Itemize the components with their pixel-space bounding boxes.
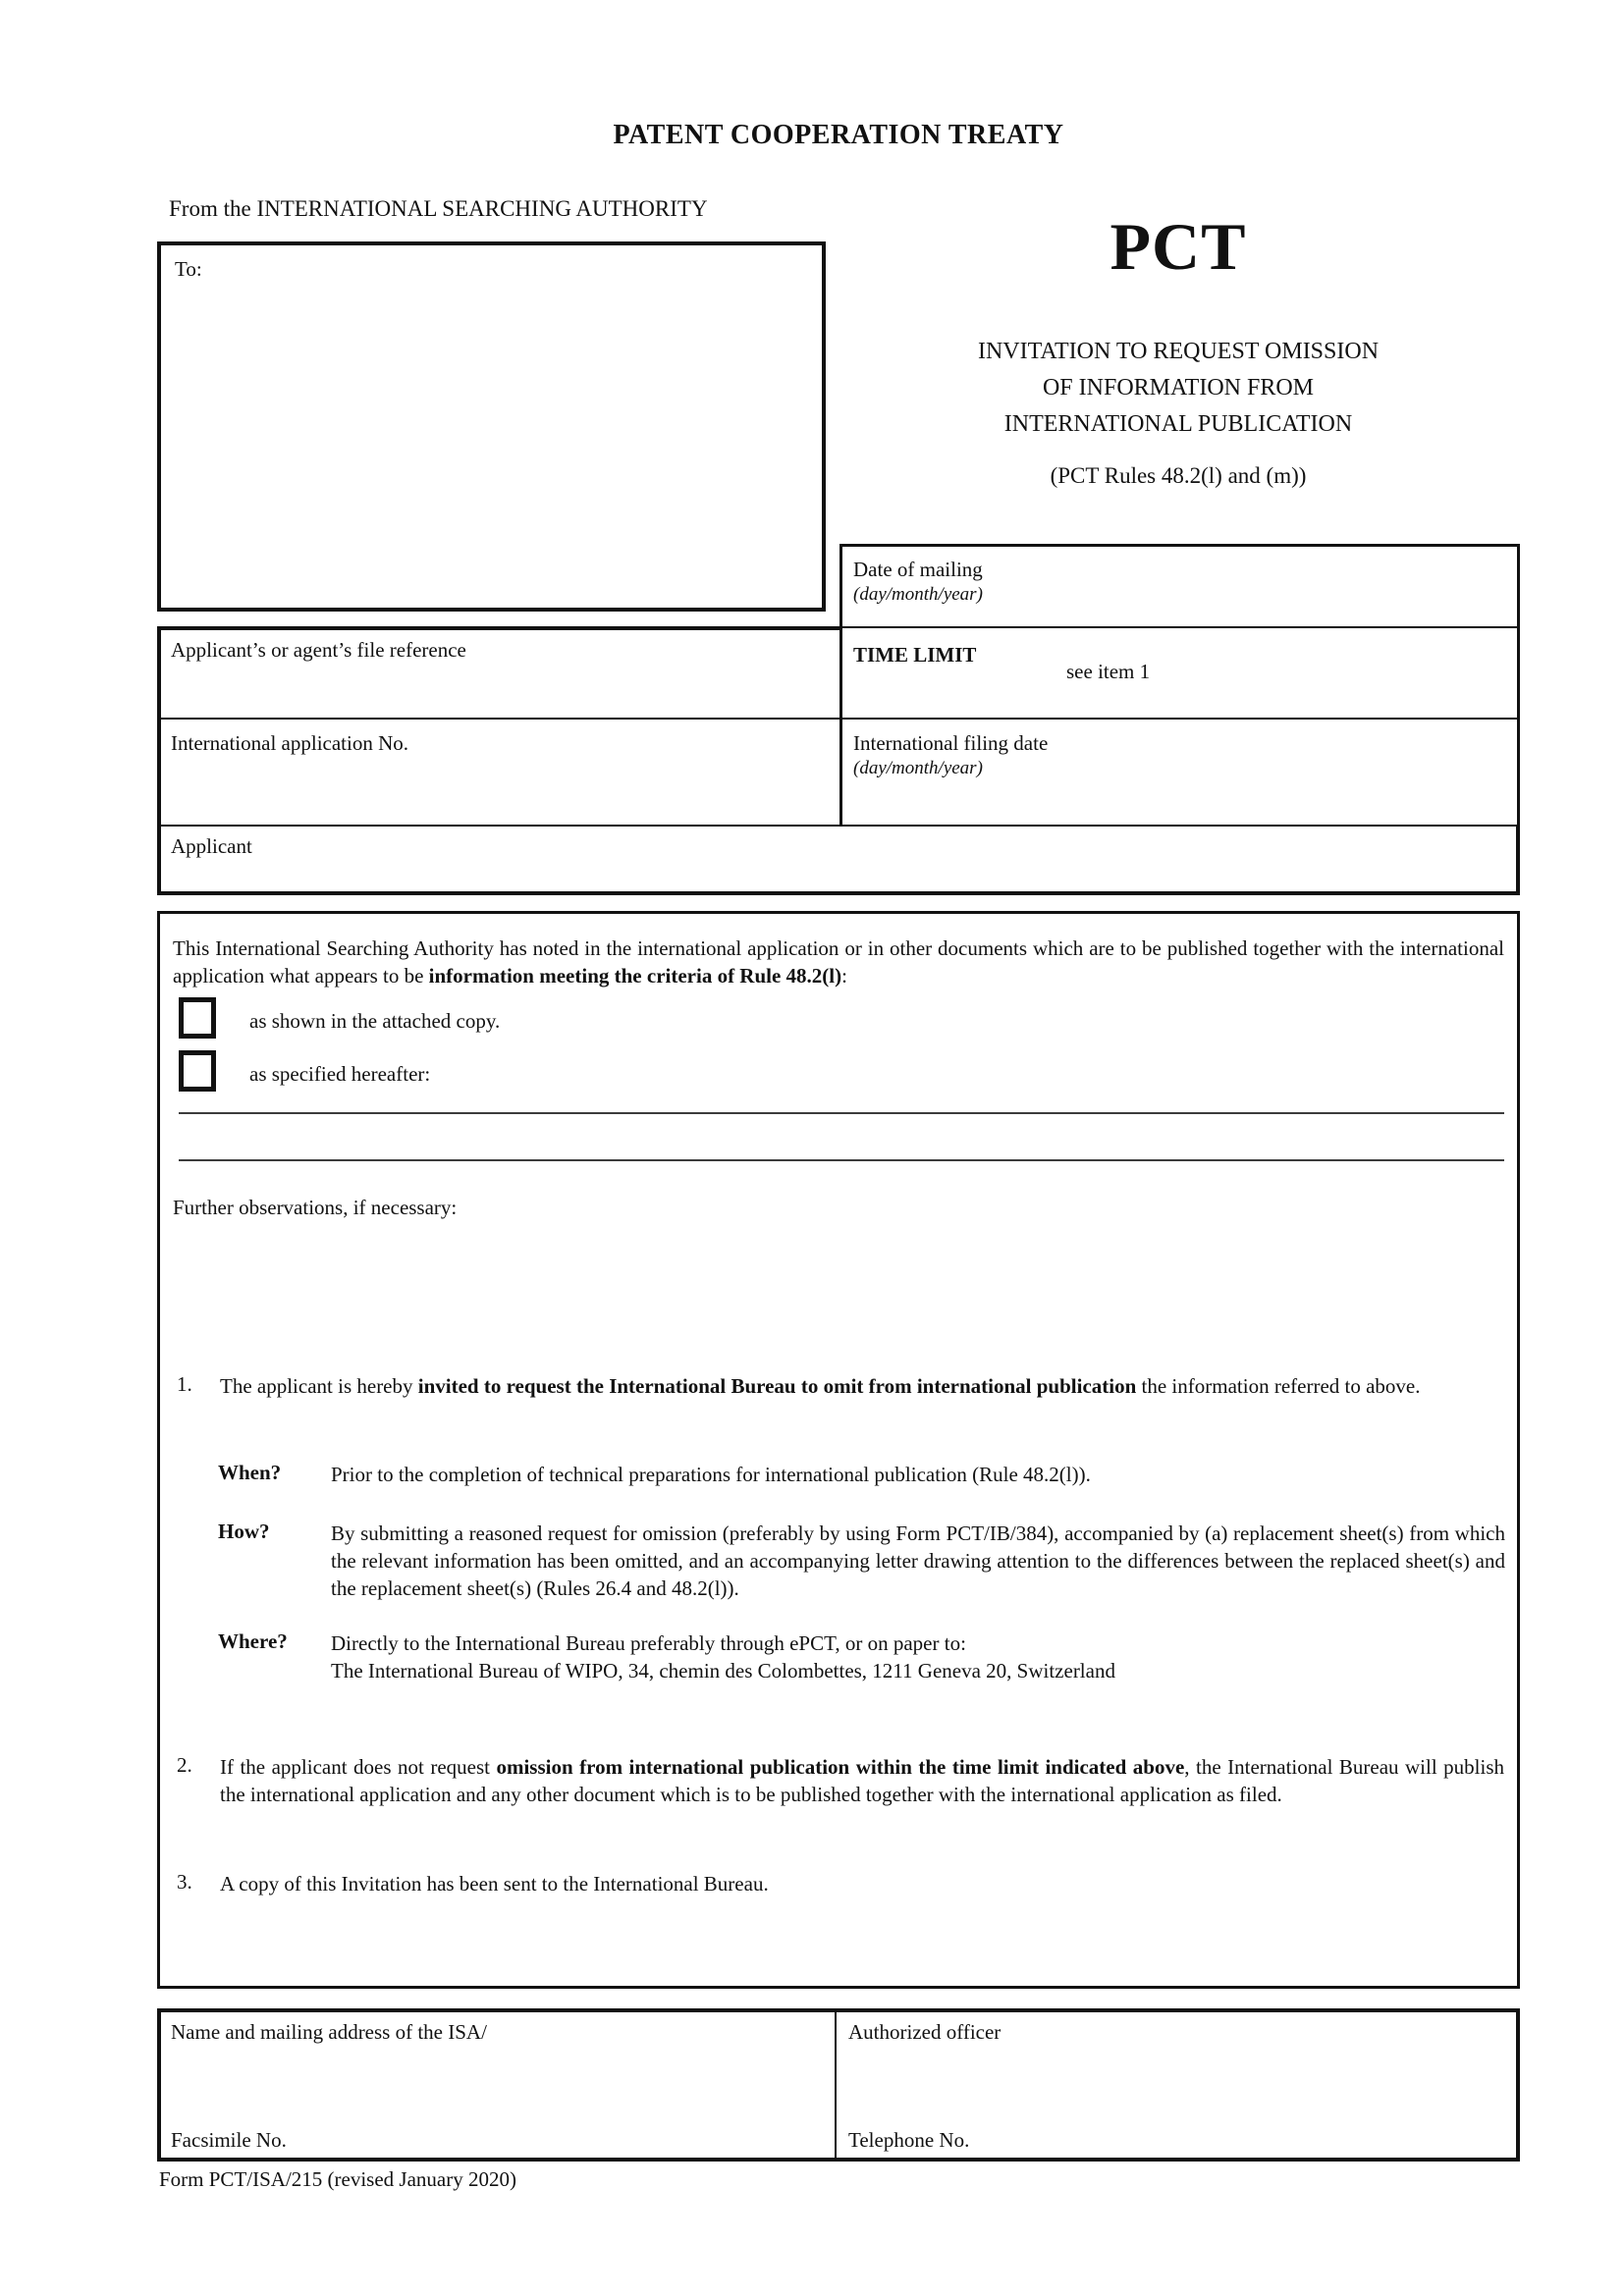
checkbox-attached-copy-label: as shown in the attached copy. [249,1009,501,1033]
item2-text-post: , the International Bureau will publish the international application and any other document which is to be published together with the international application as filed. [220,1755,1505,1806]
date-of-mailing-label: Date of mailing [853,558,983,581]
checkbox-as-specified-hereafter[interactable] [179,1050,216,1092]
applicant-row-box [157,825,1520,895]
where-text-line2: The International Bureau of WIPO, 34, chemin des Colombettes, 1211 Geneva 20, Switzerland [331,1659,1115,1682]
file-reference-label: Applicant’s or agent’s file reference [171,638,466,662]
item1-paragraph [220,1372,1504,1401]
intro-text-pre: This International Searching Authority has noted in the international application or in other documents which are to be published together with the international application what appears to be [173,936,1504,988]
item2-number: 2. [177,1753,192,1777]
where-label: Where? [218,1629,288,1653]
telephone-number-label: Telephone No. [848,2128,970,2152]
intro-paragraph [173,934,1504,989]
footer-vertical-divider [835,2008,837,2162]
item3-paragraph: A copy of this Invitation has been sent to the International Bureau. [220,1872,769,1896]
from-authority-line: From the INTERNATIONAL SEARCHING AUTHORITY [169,196,708,221]
where-text-line1: Directly to the International Bureau preferably through ePCT, or on paper to: [331,1631,966,1655]
applicant-label: Applicant [171,834,252,858]
item1-number: 1. [177,1372,192,1396]
intro-text-post: : [841,964,847,988]
further-observations-label: Further observations, if necessary: [173,1196,458,1219]
intro-text-bold: information meeting the criteria of Rule 48.2(l) [428,964,842,988]
how-text: By submitting a reasoned request for omission (preferably by using Form PCT/IB/384), accompanied by (a) replacement sheet(s) from which the relevant information has been omitted, and an accompanying letter drawing attention to the differences between the replaced sheet(s) and the replacement sheet(s) (Rules 26.4 and 48.2(l)). [331,1522,1505,1600]
item2-text-bold: omission from international publication within the time limit indicated above [496,1755,1185,1779]
to-label: To: [175,257,202,281]
divider-under-time-limit-row-right [841,718,1520,720]
write-in-blank-line-2[interactable] [179,1159,1504,1161]
time-limit-label: TIME LIMIT [853,643,977,667]
date-of-mailing-format-note: (day/month/year) [853,584,983,605]
divider-under-date-of-mailing [839,626,1520,628]
isa-name-address-label: Name and mailing address of the ISA/ [171,2020,487,2044]
rules-reference: (PCT Rules 48.2(l) and (m)) [1050,463,1307,488]
item2-paragraph [220,1753,1504,1808]
filing-date-format-note: (day/month/year) [853,758,983,778]
when-label: When? [218,1461,282,1484]
international-filing-date-label: International filing date [853,731,1049,755]
write-in-blank-line-1[interactable] [179,1112,1504,1114]
to-address-box[interactable] [157,241,826,612]
item1-text-pre: The applicant is hereby [220,1374,418,1398]
checkbox-specified-hereafter-label: as specified hereafter: [249,1062,431,1086]
checkbox-as-shown-in-attached-copy[interactable] [179,997,216,1039]
divider-under-file-reference-row-left [161,718,839,720]
how-label: How? [218,1520,270,1543]
form-identifier: Form PCT/ISA/215 (revised January 2020) [159,2167,516,2191]
invitation-title-line1: INVITATION TO REQUEST OMISSION [977,339,1380,364]
item3-number: 3. [177,1870,192,1894]
invitation-title-line3: INTERNATIONAL PUBLICATION [1003,411,1353,437]
page-title: PATENT COOPERATION TREATY [613,120,1064,150]
time-limit-value: see item 1 [1066,660,1151,683]
item2-text-pre: If the applicant does not request [220,1755,497,1779]
item1-text-post: the information referred to above. [1136,1374,1421,1398]
invitation-title-line2: OF INFORMATION FROM [1042,375,1315,400]
pct-logo: PCT [1110,209,1247,284]
international-application-number-label: International application No. [171,731,409,755]
when-text: Prior to the completion of technical preparations for international publication (Rule 48.2(l)). [331,1463,1091,1486]
item1-text-bold: invited to request the International Bureau to omit from international publication [417,1374,1137,1398]
authorized-officer-label: Authorized officer [848,2020,1001,2044]
invitation-title [839,334,1517,443]
facsimile-number-label: Facsimile No. [171,2128,287,2152]
